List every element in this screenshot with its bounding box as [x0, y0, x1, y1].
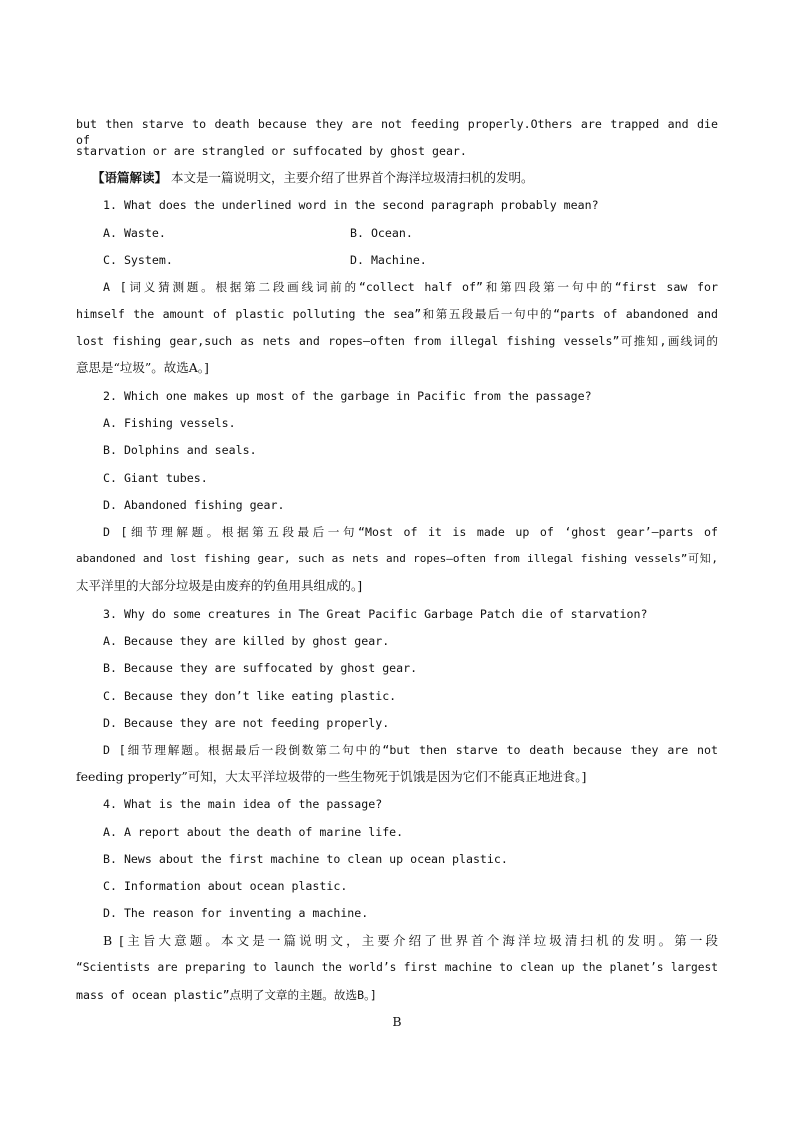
question-2-answer-line-3: 太平洋里的大部分垃圾是由废弃的钓鱼用具组成的。] — [76, 578, 363, 593]
passage-line-2: starvation or are strangled or suffocated by ghost gear. — [76, 144, 467, 158]
question-4: 4. What is the main idea of the passage? — [103, 797, 383, 811]
question-4-option-a: A. A report about the death of marine life. — [103, 825, 404, 839]
question-1-option-c: C. System. — [103, 253, 173, 267]
passage-line-1: but then starve to death because they are not feeding properly.Others are trapped and die of — [76, 117, 718, 147]
question-4-option-c: C. Information about ocean plastic. — [103, 879, 348, 893]
question-4-answer-line-3: mass of ocean plastic”点明了文章的主题。故选B。] — [76, 988, 377, 1002]
question-1-answer-line-3: lost fishing gear,such as nets and ropes—often from illegal fishing vessels”可推知,画线词的 — [76, 334, 718, 348]
question-4-option-d: D. The reason for inventing a machine. — [103, 906, 369, 920]
passage-summary — [92, 170, 707, 186]
question-3-option-b: B. Because they are suffocated by ghost gear. — [103, 661, 418, 675]
question-3-answer-line-1: D [细节理解题。根据最后一段倒数第二句中的“but then starve to death because they are not — [103, 743, 718, 757]
question-2-option-c: C. Giant tubes. — [103, 471, 208, 485]
question-2: 2. Which one makes up most of the garbage in Pacific from the passage? — [103, 389, 592, 403]
question-3: 3. Why do some creatures in The Great Pacific Garbage Patch die of starvation? — [103, 607, 648, 621]
question-1: 1. What does the underlined word in the second paragraph probably mean? — [103, 198, 599, 212]
question-2-option-b: B. Dolphins and seals. — [103, 443, 257, 457]
question-1-option-a: A. Waste. — [103, 226, 166, 240]
question-1-option-d: D. Machine. — [350, 253, 427, 267]
question-3-answer-line-2: feeding properly”可知，大太平洋垃圾带的一些生物死于饥饿是因为它们不能真正地进食。] — [76, 769, 587, 784]
question-4-answer-line-2: “Scientists are preparing to launch the world’s first machine to clean up the planet’s largest — [76, 961, 718, 974]
question-2-option-a: A. Fishing vessels. — [103, 416, 236, 430]
question-3-option-c: C. Because they don’t like eating plastic. — [103, 689, 397, 703]
page-footer: B — [392, 1014, 402, 1029]
question-1-options-row-2 — [103, 252, 718, 268]
question-1-answer-line-4: 意思是“垃圾”。故选A。] — [76, 360, 209, 375]
question-3-option-a: A. Because they are killed by ghost gear. — [103, 634, 390, 648]
question-2-answer-line-1: D [细节理解题。根据第五段最后一句“Most of it is made up of ‘ghost gear’—parts of — [103, 525, 718, 539]
question-2-answer-line-2: abandoned and lost fishing gear, such as nets and ropes—often from illegal fishing vessels”可知, — [76, 552, 718, 565]
question-2-option-d: D. Abandoned fishing gear. — [103, 498, 285, 512]
question-3-option-d: D. Because they are not feeding properly. — [103, 716, 390, 730]
question-4-answer-line-1: B [主旨大意题。本文是一篇说明文，主要介绍了世界首个海洋垃圾清扫机的发明。第一段 — [103, 933, 718, 948]
question-1-answer-line-1: A [词义猜测题。根据第二段画线词前的“collect half of”和第四段第一句中的“first saw for — [103, 280, 718, 294]
question-1-options-row-1 — [103, 225, 718, 241]
question-1-option-b: B. Ocean. — [350, 226, 413, 240]
question-1-answer-line-2: himself the amount of plastic polluting the sea”和第五段最后一句中的“parts of abandoned and — [76, 307, 718, 321]
question-4-option-b: B. News about the first machine to clean up ocean plastic. — [103, 852, 508, 866]
summary-heading: 【语篇解读】 — [92, 170, 168, 185]
summary-text: 本文是一篇说明文，主要介绍了世界首个海洋垃圾清扫机的发明。 — [167, 170, 534, 185]
